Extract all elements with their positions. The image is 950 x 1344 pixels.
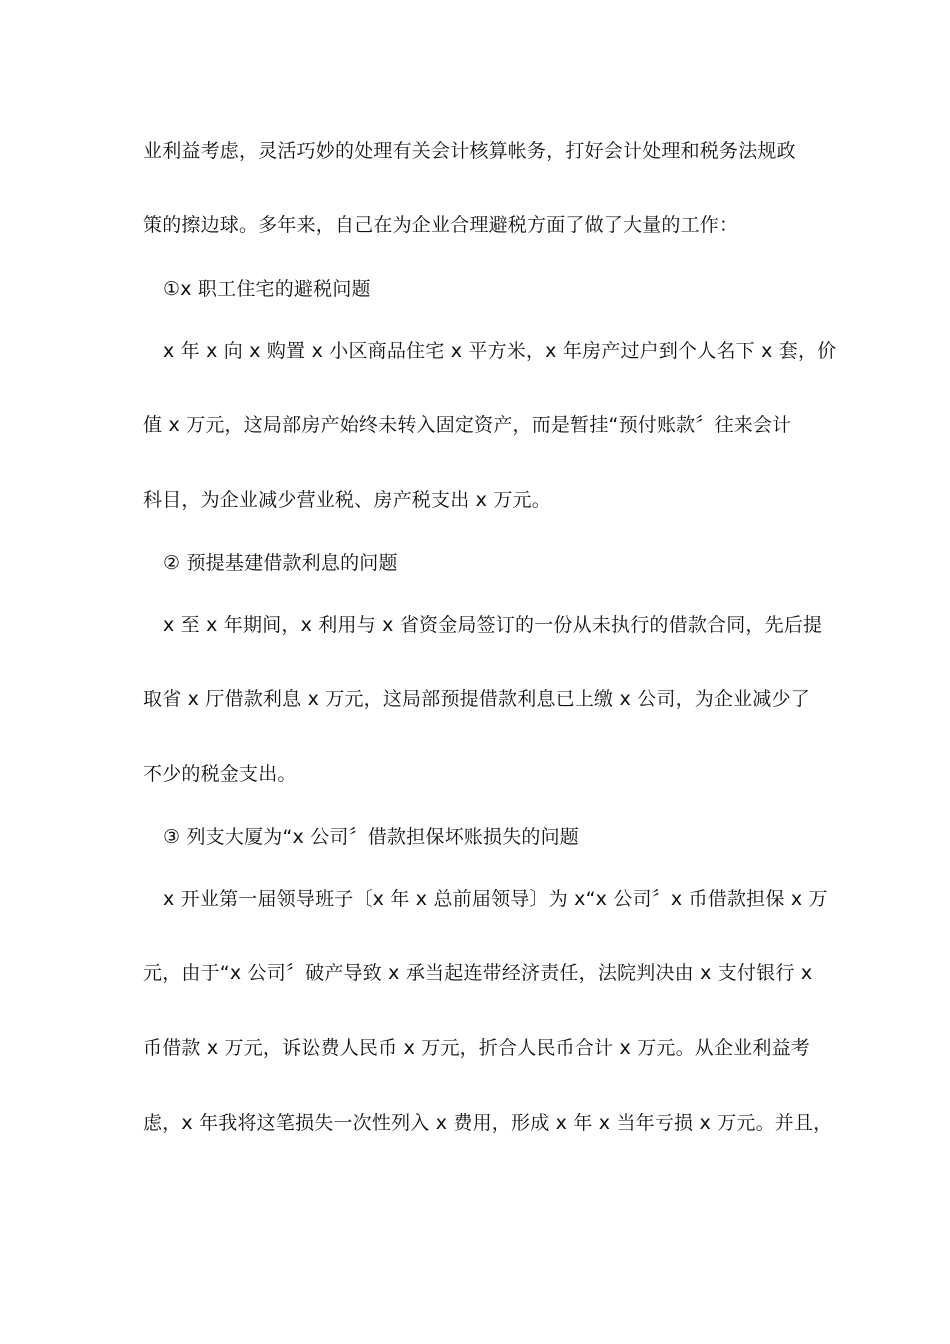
paragraph-line-2: 策的擦边球。多年来，自己在为企业合理避税方面了做了大量的工作： <box>143 214 739 236</box>
paragraph-line-12: 虑，x 年我将这笔损失一次性列入 x 费用，形成 x 年 x 当年亏损 x 万元。并且， <box>143 1112 833 1134</box>
paragraph-line-8: 不少的税金支出。 <box>143 763 297 785</box>
paragraph-line-3: x 年 x 向 x 购置 x 小区商品住宅 x 平方米，x 年房产过户到个人名下 x 套，价 <box>163 340 837 362</box>
paragraph-line-11: 币借款 x 万元，诉讼费人民币 x 万元，折合人民币合计 x 万元。从企业利益考 <box>143 1037 810 1059</box>
section-heading-1: ①x 职工住宅的避税问题 <box>163 278 371 300</box>
paragraph-line-1: 业利益考虑，灵活巧妙的处理有关会计核算帐务，打好会计处理和税务法规政 <box>143 140 796 162</box>
paragraph-line-6: x 至 x 年期间，x 利用与 x 省资金局签订的一份从未执行的借款合同，先后提 <box>163 614 823 636</box>
paragraph-line-5: 科目，为企业减少营业税、房产税支出 x 万元。 <box>143 489 551 511</box>
paragraph-line-10: 元，由于“x 公司〞破产导致 x 承当起连带经济责任，法院判决由 x 支付银行 x <box>143 962 813 984</box>
paragraph-line-9: x 开业第一届领导班子〔x 年 x 总前届领导〕为 x“x 公司〞x 币借款担保 x 万 <box>163 888 828 910</box>
section-heading-2: ② 预提基建借款利息的问题 <box>163 552 398 574</box>
paragraph-line-7: 取省 x 厅借款利息 x 万元，这局部预提借款利息已上缴 x 公司，为企业减少了 <box>143 688 810 710</box>
paragraph-line-4: 值 x 万元，这局部房产始终未转入固定资产，而是暂挂“预付账款〞往来会计 <box>143 414 792 436</box>
section-heading-3: ③ 列支大厦为“x 公司〞借款担保坏账损失的问题 <box>163 826 580 848</box>
